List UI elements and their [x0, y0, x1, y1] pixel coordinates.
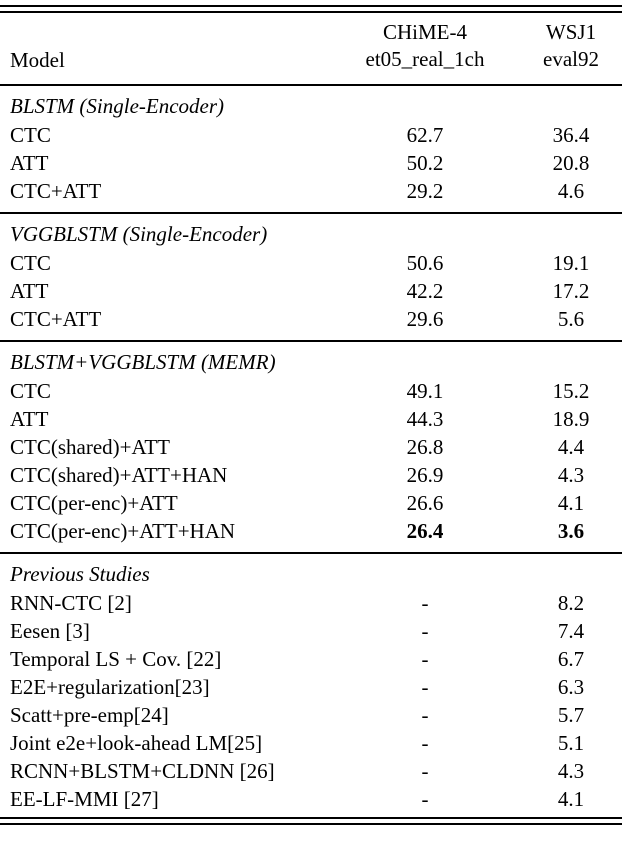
wsj1-cell: 17.2	[552, 279, 590, 303]
table-row	[0, 433, 622, 461]
chime4-cell: 44.3	[406, 407, 444, 431]
model-cell: CTC(per-enc)+ATT+HAN	[10, 519, 236, 543]
section-title: BLSTM+VGGBLSTM (MEMR)	[10, 350, 276, 374]
column-header-wsj1	[520, 19, 622, 73]
table-row	[0, 405, 622, 433]
model-cell: Eesen [3]	[10, 619, 90, 643]
chime4-cell: 26.6	[406, 491, 444, 515]
model-cell: CTC(shared)+ATT	[10, 435, 170, 459]
column-header-chime4	[330, 19, 520, 73]
section-divider	[0, 212, 622, 214]
model-cell: CTC(shared)+ATT+HAN	[10, 463, 228, 487]
column-header-model: Model	[10, 48, 65, 72]
section-title: BLSTM (Single-Encoder)	[10, 94, 225, 118]
table-row	[0, 589, 622, 617]
table-section	[0, 345, 622, 549]
bottom-double-rule	[0, 817, 622, 825]
section-divider	[0, 552, 622, 554]
model-cell: Temporal LS + Cov. [22]	[10, 647, 222, 671]
wsj1-cell: 4.3	[557, 463, 585, 487]
chime4-cell: -	[421, 591, 429, 615]
chime4-cell: -	[421, 731, 429, 755]
wsj1-cell: 4.6	[557, 179, 585, 203]
table-row	[0, 785, 622, 813]
wsj1-cell: 18.9	[552, 407, 590, 431]
table-row	[0, 277, 622, 305]
chime4-cell: 26.9	[406, 463, 444, 487]
wsj1-cell: 15.2	[552, 379, 590, 403]
table-row	[0, 489, 622, 517]
model-cell: CTC	[10, 251, 51, 275]
table-row	[0, 121, 622, 149]
wsj1-cell: 4.4	[557, 435, 585, 459]
column-header-wsj1-line1: WSJ1	[545, 20, 597, 44]
chime4-cell: 29.6	[406, 307, 444, 331]
wsj1-cell: 4.1	[557, 787, 585, 811]
chime4-cell: -	[421, 703, 429, 727]
model-cell: Joint e2e+look-ahead LM[25]	[10, 731, 263, 755]
wsj1-cell: 4.1	[557, 491, 585, 515]
wsj1-cell: 5.1	[557, 731, 585, 755]
wsj1-cell: 5.7	[557, 703, 585, 727]
chime4-cell: 42.2	[406, 279, 444, 303]
table-row	[0, 645, 622, 673]
header-divider	[0, 84, 622, 86]
chime4-cell: -	[421, 759, 429, 783]
table-row	[0, 517, 622, 545]
table-row	[0, 701, 622, 729]
table-row	[0, 305, 622, 333]
column-header-chime4-line1: CHiME-4	[383, 20, 467, 44]
wsj1-cell: 20.8	[552, 151, 590, 175]
table-row	[0, 249, 622, 277]
chime4-cell: -	[421, 619, 429, 643]
chime4-cell: 50.6	[406, 251, 444, 275]
chime4-cell: 26.8	[406, 435, 444, 459]
wsj1-cell: 5.6	[557, 307, 585, 331]
top-double-rule	[0, 5, 622, 13]
section-title: Previous Studies	[10, 562, 150, 586]
table-row	[0, 461, 622, 489]
wsj1-cell: 8.2	[557, 591, 585, 615]
section-divider	[0, 340, 622, 342]
model-cell: CTC+ATT	[10, 179, 102, 203]
table-section	[0, 217, 622, 337]
model-cell: CTC+ATT	[10, 307, 102, 331]
model-cell: CTC	[10, 379, 51, 403]
wsj1-cell: 19.1	[552, 251, 590, 275]
table-row	[0, 673, 622, 701]
column-header-wsj1-line2: eval92	[543, 47, 599, 71]
wsj1-cell: 6.7	[557, 647, 585, 671]
model-cell: CTC(per-enc)+ATT	[10, 491, 178, 515]
table-row	[0, 177, 622, 205]
wsj1-cell: 7.4	[557, 619, 585, 643]
wsj1-cell: 3.6	[557, 519, 585, 543]
table-row	[0, 757, 622, 785]
wsj1-cell: 6.3	[557, 675, 585, 699]
chime4-cell: -	[421, 647, 429, 671]
model-cell: ATT	[10, 151, 49, 175]
chime4-cell: 26.4	[406, 519, 444, 543]
model-cell: RCNN+BLSTM+CLDNN [26]	[10, 759, 275, 783]
model-cell: RNN-CTC [2]	[10, 591, 132, 615]
table-row	[0, 617, 622, 645]
wsj1-cell: 36.4	[552, 123, 590, 147]
model-cell: E2E+regularization[23]	[10, 675, 210, 699]
model-cell: EE-LF-MMI [27]	[10, 787, 159, 811]
table-row	[0, 729, 622, 757]
table-section	[0, 557, 622, 817]
table-row	[0, 149, 622, 177]
column-header-chime4-line2: et05_real_1ch	[365, 47, 485, 71]
model-cell: Scatt+pre-emp[24]	[10, 703, 169, 727]
chime4-cell: -	[421, 675, 429, 699]
chime4-cell: 49.1	[406, 379, 444, 403]
model-cell: ATT	[10, 279, 49, 303]
table-section	[0, 89, 622, 209]
wsj1-cell: 4.3	[557, 759, 585, 783]
table-row	[0, 377, 622, 405]
model-cell: ATT	[10, 407, 49, 431]
chime4-cell: 50.2	[406, 151, 444, 175]
chime4-cell: -	[421, 787, 429, 811]
table-body	[0, 89, 622, 817]
section-title: VGGBLSTM (Single-Encoder)	[10, 222, 268, 246]
chime4-cell: 29.2	[406, 179, 444, 203]
model-cell: CTC	[10, 123, 51, 147]
chime4-cell: 62.7	[406, 123, 444, 147]
table-header	[0, 13, 622, 81]
